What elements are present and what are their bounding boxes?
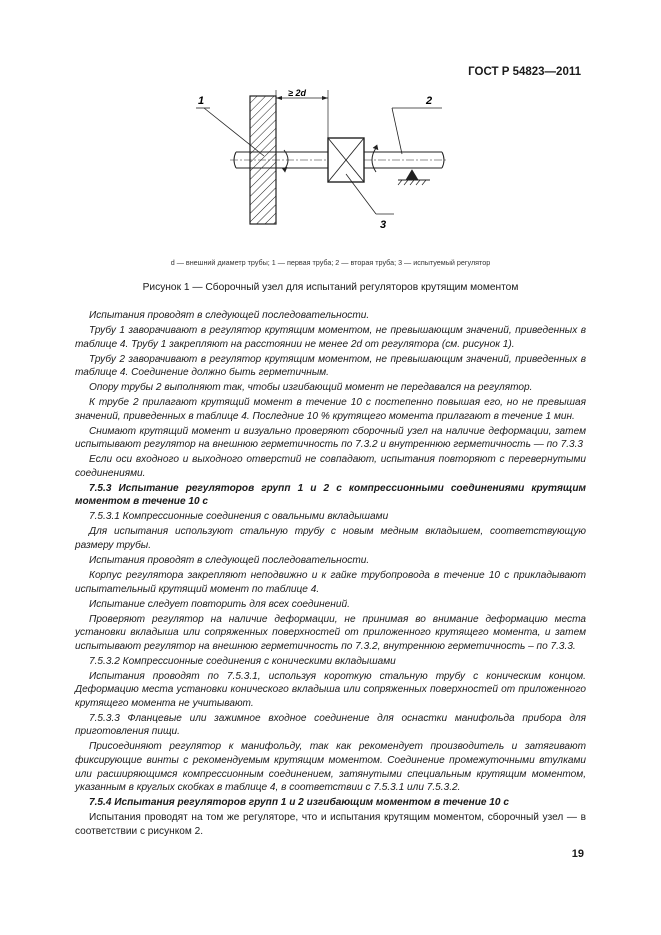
pipe-1 [230, 152, 330, 168]
assembly-figure [180, 88, 460, 248]
label-1: 1 [198, 95, 205, 107]
paragraph: Трубу 1 заворачивают в регулятор крутящим моментом, не превышающим значений, приведенных в таблице 4. Трубу 1 закрепляют на расстоянии не менее 2d от регулятора (см. рисунок 1). [75, 324, 586, 350]
paragraph: Испытания проводят в следующей последовательности. [89, 310, 370, 321]
paragraph: Присоединяют регулятор к манифольду, так как рекомендует производитель и затягивают фиксирующие винты с рекомендуемым крутящим моментом. Соединение промежуточными втулками или расширяющимся компрессионным соединением, затянутыми специальным крутящим моментом, указанным в круглых скобках в таблице 4, в соответствии с 7.5.3.1 или 7.5.3.2. [75, 741, 586, 794]
label-2: 2 [426, 95, 433, 107]
paragraph: Испытания проводят в следующей последовательности. [89, 555, 370, 566]
subsection-heading: 7.5.3.2 Компрессионные соединения с коническими вкладышами [89, 655, 396, 667]
pipe-support [398, 170, 430, 185]
paragraph: Если оси входного и выходного отверстий не совпадают, испытания повторяют с перевернутыми соединениями. [75, 454, 586, 479]
paragraph: Опору трубы 2 выполняют так, чтобы изгибающий момент не передавался на регулятор. [89, 382, 533, 394]
paragraph: Для испытания используют стальную трубу с новым медным вкладышем, соответствующую размеру трубы. [75, 526, 586, 552]
paragraph: Испытания проводят на том же регуляторе, что и испытания крутящим моментом, сборочный узел — в соответствии с рисунком 2. [75, 812, 586, 837]
paragraph: Снимают крутящий момент и визуально проверяют сборочный узел на наличие деформации, затем испытывают регулятор на внешнюю герметичность по 7.3.2 и внутреннюю герметичность — по 7.3.3 [75, 425, 586, 451]
label-3: 3 [380, 219, 387, 231]
pipe-2 [364, 152, 448, 168]
section-heading: 7.5.3 Испытание регуляторов групп 1 и 2 с компрессионными соединениями крутящим моментом в течение 10 с [75, 482, 586, 508]
paragraph: К трубе 2 прилагают крутящий момент в течение 10 с постепенно повышая его, но не превышая значений, приведенных в таблице 4. Последние 10 % крутящего момента прилагают в течение 1 мин. [75, 397, 586, 422]
paragraph: Испытания проводят по 7.5.3.1, используя короткую стальную трубу с коническим концом. Деформацию места установки конического вкладыша или сопряженных поверхностей от приложенного крутящего момента не учитывают. [75, 670, 586, 709]
subsection-heading: 7.5.3.3 Фланцевые или зажимное входное соединение для оснастки манифольда прибора для приготовления пищи. [75, 712, 586, 738]
dimension-label: ≥ 2d [288, 88, 306, 98]
paragraph: Проверяют регулятор на наличие деформации, не принимая во внимание деформацию места установки вкладыша или сопряженных поверхностей от приложенного крутящего момента, и затем испытывают регулятор на внешнюю герметичность по 7.3.2, внутреннюю герметичность – по 7.3.3. [75, 613, 586, 652]
paragraph: Корпус регулятора закрепляют неподвижно и к гайке трубопровода в течение 10 с прикладывают испытательный крутящий момент по таблице 4. [75, 569, 586, 595]
regulator-body [328, 138, 364, 182]
body-text [75, 309, 586, 840]
figure-legend: d — внешний диаметр трубы; 1 — первая труба; 2 — вторая труба; 3 — испытуемый регулятор [170, 258, 491, 267]
subsection-heading: 7.5.3.1 Компрессионные соединения с овальными вкладышами [89, 511, 389, 523]
page-number: 19 [571, 848, 584, 860]
paragraph: Трубу 2 заворачивают в регулятор крутящим моментом, не превышающим значений, приведенных в таблице 4. Соединение должно быть герметичным. [75, 353, 586, 379]
figure-caption: Рисунок 1 — Сборочный узел для испытаний регуляторов крутящим моментом [142, 282, 519, 293]
standard-header: ГОСТ Р 54823—2011 [468, 66, 581, 78]
paragraph: Испытание следует повторить для всех соединений. [89, 598, 350, 610]
section-heading: 7.5.4 Испытания регуляторов групп 1 и 2 изгибающим моментом в течение 10 с [89, 797, 509, 809]
